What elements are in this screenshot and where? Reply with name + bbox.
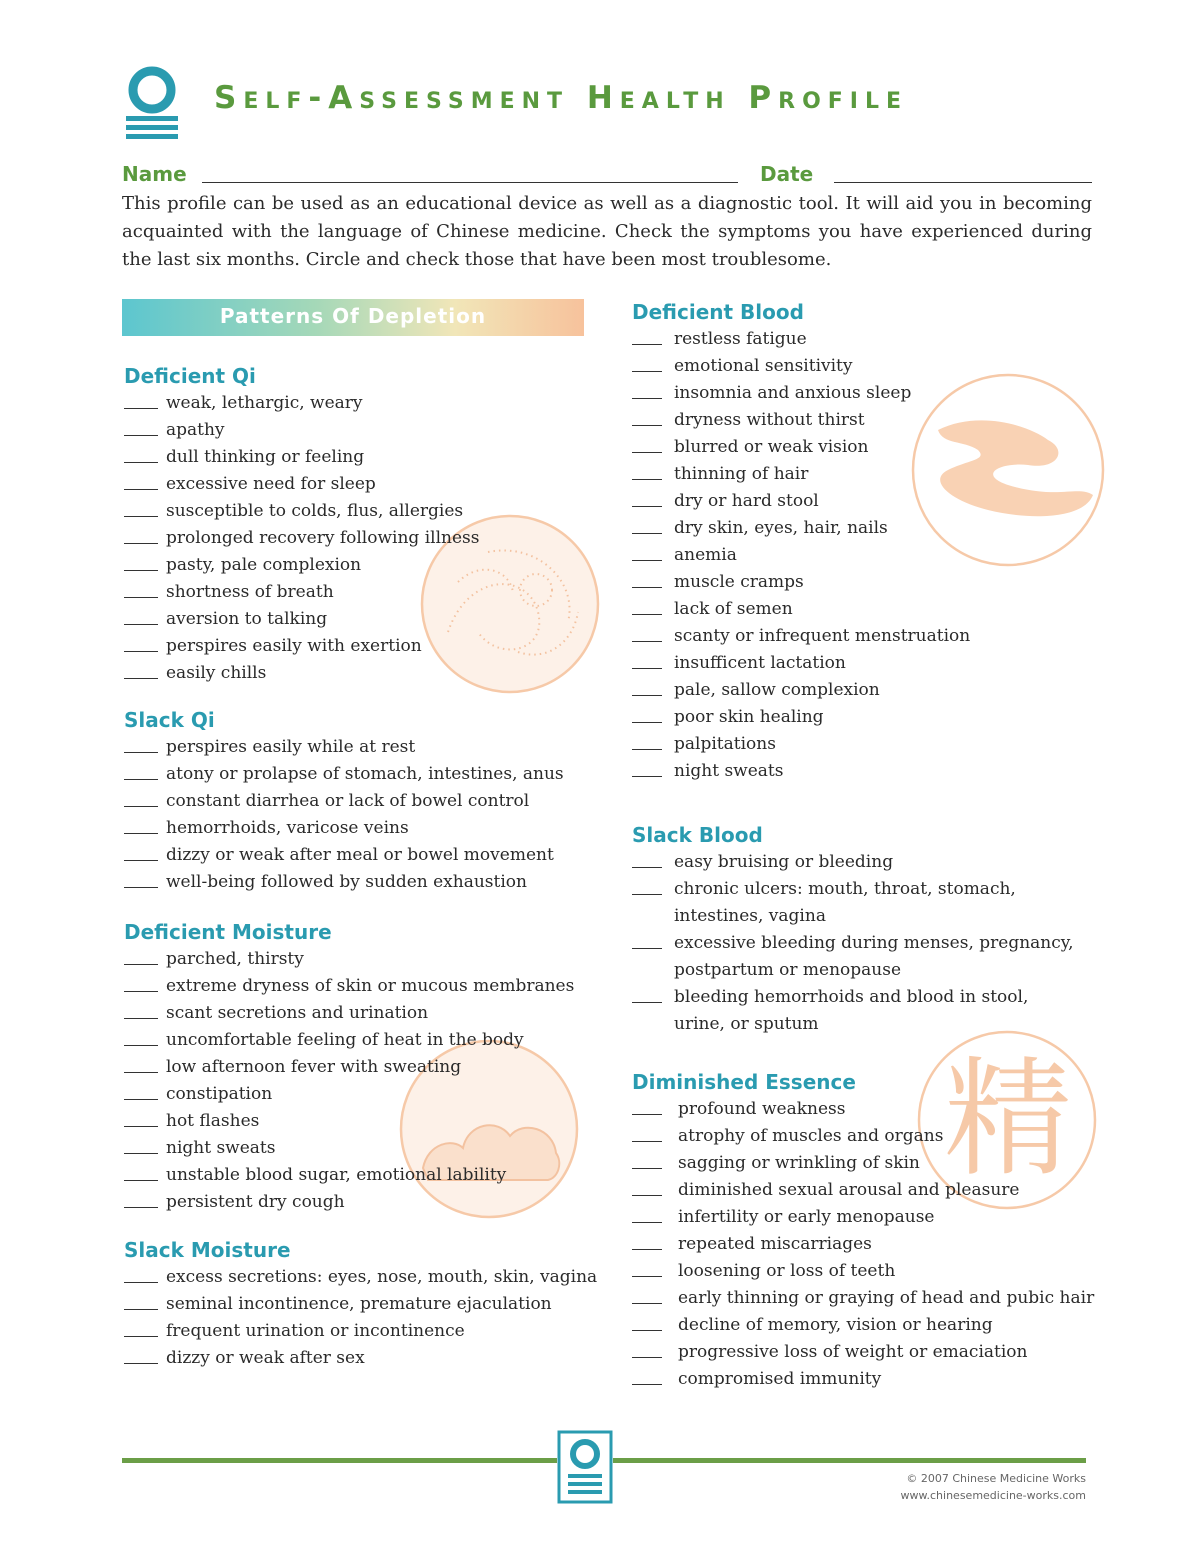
symptom-label: insufficent lactation — [674, 653, 846, 673]
symptom-item — [124, 1000, 594, 1027]
checkbox-blank[interactable] — [632, 1222, 662, 1223]
section-title: Deficient Moisture — [124, 920, 332, 944]
checkbox-blank[interactable] — [632, 506, 662, 507]
section-slack-qi — [124, 706, 594, 896]
checkbox-blank[interactable] — [632, 344, 662, 345]
symptom-item — [632, 1231, 1102, 1258]
symptom-label: perspires easily with exertion — [166, 636, 422, 656]
checkbox-blank[interactable] — [124, 806, 158, 807]
symptom-item — [124, 417, 594, 444]
symptom-label: persistent dry cough — [166, 1192, 345, 1212]
symptom-label: early thinning or graying of head and pubic hair — [678, 1288, 1095, 1308]
symptom-label: profound weakness — [678, 1099, 846, 1119]
symptom-item — [124, 606, 594, 633]
symptom-item — [124, 869, 594, 896]
symptom-label: muscle cramps — [674, 572, 804, 592]
section-title: Slack Moisture — [124, 1238, 291, 1262]
symptom-label: low afternoon fever with sweating — [166, 1057, 462, 1077]
symptom-item — [124, 633, 594, 660]
symptom-item — [632, 1285, 1102, 1312]
checkbox-blank[interactable] — [632, 641, 662, 642]
symptom-item — [632, 569, 1102, 596]
checkbox-blank[interactable] — [124, 1207, 158, 1208]
symptom-item — [632, 930, 1102, 984]
symptom-item — [124, 1108, 594, 1135]
symptom-label: anemia — [674, 545, 737, 565]
symptom-item — [632, 488, 1102, 515]
symptom-item — [124, 390, 594, 417]
checkbox-blank[interactable] — [124, 1309, 158, 1310]
symptom-item — [632, 1123, 1102, 1150]
symptom-item — [632, 731, 1102, 758]
symptom-label: unstable blood sugar, emotional lability — [166, 1165, 507, 1185]
symptom-label: constipation — [166, 1084, 273, 1104]
symptom-label: pasty, pale complexion — [166, 555, 362, 575]
checkbox-blank[interactable] — [632, 749, 662, 750]
symptom-label: dizzy or weak after sex — [166, 1348, 365, 1368]
symptom-item — [124, 444, 594, 471]
symptom-item — [124, 1291, 594, 1318]
checkbox-blank[interactable] — [124, 779, 158, 780]
symptom-label: excess secretions: eyes, nose, mouth, skin, vagina — [166, 1267, 598, 1287]
checkbox-blank[interactable] — [632, 452, 662, 453]
footer-logo-frame — [557, 1430, 613, 1504]
symptom-item — [632, 542, 1102, 569]
checkbox-blank[interactable] — [632, 695, 662, 696]
symptom-item — [632, 1312, 1102, 1339]
symptom-label: chronic ulcers: mouth, throat, stomach, intestines, vagina — [674, 879, 1016, 926]
symptom-label: thinning of hair — [674, 464, 809, 484]
symptom-item — [632, 758, 1102, 785]
checkbox-blank[interactable] — [632, 894, 662, 895]
symptom-item — [124, 1189, 594, 1216]
symptom-label: lack of semen — [674, 599, 793, 619]
symptom-item — [632, 677, 1102, 704]
checkbox-blank[interactable] — [632, 1357, 662, 1358]
checkbox-blank[interactable] — [124, 1180, 158, 1181]
symptom-item — [124, 579, 594, 606]
symptom-list — [632, 1096, 1102, 1393]
checkbox-blank[interactable] — [124, 624, 158, 625]
checkbox-blank[interactable] — [632, 425, 662, 426]
symptom-item — [632, 596, 1102, 623]
symptom-label: seminal incontinence, premature ejaculation — [166, 1294, 552, 1314]
symptom-label: sagging or wrinkling of skin — [678, 1153, 920, 1173]
intro-paragraph: This profile can be used as an educational device as well as a diagnostic tool. It will aid you in becoming acquainted with the language of Chinese medicine. Check the symptoms you have experienced during the last six months. Circle and check those that have been most troublesome. — [122, 193, 1092, 270]
symptom-item — [124, 1027, 594, 1054]
symptom-label: bleeding hemorrhoids and blood in stool, urine, or sputum — [674, 987, 1029, 1034]
symptom-label: excessive need for sleep — [166, 474, 376, 494]
checkbox-blank[interactable] — [124, 1072, 158, 1073]
checkbox-blank[interactable] — [124, 1336, 158, 1337]
symptom-label: weak, lethargic, weary — [166, 393, 363, 413]
symptom-label: prolonged recovery following illness — [166, 528, 480, 548]
brand-logo-icon — [120, 66, 184, 140]
symptom-item — [124, 842, 594, 869]
checkbox-blank[interactable] — [632, 867, 662, 868]
name-label: Name — [122, 162, 187, 186]
checkbox-blank[interactable] — [124, 570, 158, 571]
symptom-label: progressive loss of weight or emaciation — [678, 1342, 1028, 1362]
symptom-label: perspires easily while at rest — [166, 737, 416, 757]
checkbox-blank[interactable] — [124, 887, 158, 888]
checkbox-blank[interactable] — [124, 516, 158, 517]
checkbox-blank[interactable] — [124, 833, 158, 834]
symptom-label: parched, thirsty — [166, 949, 304, 969]
checkbox-blank[interactable] — [632, 371, 662, 372]
checkbox-blank[interactable] — [124, 678, 158, 679]
symptom-label: blurred or weak vision — [674, 437, 869, 457]
symptom-label: infertility or early menopause — [678, 1207, 935, 1227]
checkbox-blank[interactable] — [124, 860, 158, 861]
symptom-item — [124, 946, 594, 973]
symptom-label: aversion to talking — [166, 609, 328, 629]
checkbox-blank[interactable] — [632, 1384, 662, 1385]
symptom-label: emotional sensitivity — [674, 356, 853, 376]
checkbox-blank[interactable] — [632, 398, 662, 399]
checkbox-blank[interactable] — [632, 1303, 662, 1304]
checkbox-blank[interactable] — [632, 668, 662, 669]
checkbox-blank[interactable] — [632, 776, 662, 777]
symptom-list — [632, 849, 1102, 1038]
symptom-item — [632, 326, 1102, 353]
symptom-list — [124, 734, 594, 896]
symptom-item — [632, 380, 1102, 407]
checkbox-blank[interactable] — [632, 560, 662, 561]
symptom-label: dull thinking or feeling — [166, 447, 365, 467]
checkbox-blank[interactable] — [632, 1168, 662, 1169]
symptom-item — [632, 407, 1102, 434]
symptom-item — [632, 704, 1102, 731]
checkbox-blank[interactable] — [124, 1099, 158, 1100]
checkbox-blank[interactable] — [632, 1002, 662, 1003]
symptom-label: diminished sexual arousal and pleasure — [678, 1180, 1020, 1200]
symptom-item — [632, 650, 1102, 677]
symptom-label: apathy — [166, 420, 225, 440]
symptom-item — [124, 498, 594, 525]
symptom-label: constant diarrhea or lack of bowel control — [166, 791, 530, 811]
checkbox-blank[interactable] — [124, 462, 158, 463]
symptom-label: decline of memory, vision or hearing — [678, 1315, 993, 1335]
checkbox-blank[interactable] — [124, 597, 158, 598]
symptom-label: dry or hard stool — [674, 491, 819, 511]
symptom-item — [632, 1204, 1102, 1231]
symptom-item — [124, 1318, 594, 1345]
checkbox-blank[interactable] — [124, 651, 158, 652]
symptom-item — [632, 623, 1102, 650]
symptom-label: extreme dryness of skin or mucous membranes — [166, 976, 575, 996]
symptom-label: scant secretions and urination — [166, 1003, 429, 1023]
symptom-label: uncomfortable feeling of heat in the body — [166, 1030, 524, 1050]
checkbox-blank[interactable] — [124, 408, 158, 409]
checkbox-blank[interactable] — [124, 1363, 158, 1364]
symptom-item — [124, 471, 594, 498]
checkbox-blank[interactable] — [124, 1018, 158, 1019]
symptom-item — [124, 1081, 594, 1108]
symptom-item — [124, 525, 594, 552]
name-date-row — [122, 160, 1092, 190]
symptom-label: poor skin healing — [674, 707, 824, 727]
checkbox-blank[interactable] — [632, 1249, 662, 1250]
symptom-item — [124, 1054, 594, 1081]
symptom-label: hemorrhoids, varicose veins — [166, 818, 409, 838]
date-label: Date — [760, 162, 814, 186]
symptom-label: hot flashes — [166, 1111, 260, 1131]
symptom-item — [632, 1150, 1102, 1177]
date-field[interactable] — [834, 182, 1092, 183]
website-link[interactable]: www.chinesemedicine-works.com — [900, 1489, 1086, 1502]
symptom-label: compromised immunity — [678, 1369, 882, 1389]
section-title: Deficient Blood — [632, 300, 804, 324]
checkbox-blank[interactable] — [124, 1153, 158, 1154]
symptom-list — [124, 946, 594, 1216]
section-title: Slack Qi — [124, 708, 215, 732]
name-field[interactable] — [202, 182, 738, 183]
symptom-label: pale, sallow complexion — [674, 680, 880, 700]
symptom-label: repeated miscarriages — [678, 1234, 872, 1254]
symptom-item — [632, 461, 1102, 488]
symptom-label: excessive bleeding during menses, pregnancy, postpartum or menopause — [674, 933, 1074, 980]
symptom-list — [124, 1264, 598, 1372]
symptom-label: loosening or loss of teeth — [678, 1261, 896, 1281]
symptom-item — [124, 761, 594, 788]
checkbox-blank[interactable] — [632, 533, 662, 534]
symptom-list — [124, 390, 594, 687]
symptom-item — [632, 434, 1102, 461]
symptom-label: easily chills — [166, 663, 267, 683]
symptom-item — [632, 1366, 1102, 1393]
checkbox-blank[interactable] — [632, 722, 662, 723]
symptom-item — [124, 1345, 594, 1372]
section-deficient-blood — [632, 298, 1102, 785]
symptom-item — [124, 1162, 594, 1189]
symptom-label: shortness of breath — [166, 582, 334, 602]
section-title: Slack Blood — [632, 823, 763, 847]
symptom-item — [124, 552, 594, 579]
checkbox-blank[interactable] — [632, 479, 662, 480]
checkbox-blank[interactable] — [124, 1126, 158, 1127]
checkbox-blank[interactable] — [124, 489, 158, 490]
essence-character: 精 — [943, 1045, 1072, 1194]
checkbox-blank[interactable] — [632, 587, 662, 588]
checkbox-blank[interactable] — [632, 1276, 662, 1277]
symptom-item — [632, 1339, 1102, 1366]
symptom-item — [124, 1264, 598, 1291]
checkbox-blank[interactable] — [124, 435, 158, 436]
symptom-label: frequent urination or incontinence — [166, 1321, 465, 1341]
checkbox-blank[interactable] — [124, 1282, 158, 1283]
symptom-item — [632, 1258, 1102, 1285]
checkbox-blank[interactable] — [124, 964, 158, 965]
symptom-label: night sweats — [674, 761, 784, 781]
copyright-text: © 2007 Chinese Medicine Works — [906, 1472, 1086, 1485]
symptom-label: atrophy of muscles and organs — [678, 1126, 944, 1146]
symptom-item — [632, 1096, 1102, 1123]
section-title: Deficient Qi — [124, 364, 256, 388]
symptom-item — [632, 515, 1102, 542]
section-deficient-moisture — [124, 918, 594, 1216]
section-slack-blood — [632, 821, 1102, 1038]
checkbox-blank[interactable] — [632, 614, 662, 615]
patterns-banner — [122, 299, 584, 336]
checkbox-blank[interactable] — [632, 1114, 662, 1115]
page-title: Self-Assessment Health Profile — [214, 80, 909, 116]
checkbox-blank[interactable] — [124, 991, 158, 992]
symptom-item — [632, 984, 1102, 1038]
section-diminished-essence — [632, 1068, 1102, 1393]
symptom-label: scanty or infrequent menstruation — [674, 626, 971, 646]
symptom-item — [632, 353, 1102, 380]
symptom-label: easy bruising or bleeding — [674, 852, 894, 872]
section-slack-moisture — [124, 1236, 598, 1372]
symptom-label: well-being followed by sudden exhaustion — [166, 872, 527, 892]
checkbox-blank[interactable] — [124, 752, 158, 753]
symptom-label: restless fatigue — [674, 329, 807, 349]
symptom-item — [632, 1177, 1102, 1204]
banner-title: Patterns Of Depletion — [219, 304, 487, 328]
footer-logo-icon — [557, 1430, 613, 1504]
checkbox-blank[interactable] — [632, 1195, 662, 1196]
checkbox-blank[interactable] — [124, 1045, 158, 1046]
symptom-label: night sweats — [166, 1138, 276, 1158]
symptom-item — [124, 973, 594, 1000]
section-deficient-qi — [124, 362, 594, 687]
symptom-label: insomnia and anxious sleep — [674, 383, 912, 403]
symptom-label: dryness without thirst — [674, 410, 865, 430]
checkbox-blank[interactable] — [632, 1330, 662, 1331]
section-title: Diminished Essence — [632, 1070, 856, 1094]
symptom-item — [632, 849, 1102, 876]
symptom-label: dizzy or weak after meal or bowel movement — [166, 845, 554, 865]
symptom-label: palpitations — [674, 734, 776, 754]
symptom-label: susceptible to colds, flus, allergies — [166, 501, 464, 521]
symptom-list — [632, 326, 1102, 785]
symptom-label: atony or prolapse of stomach, intestines, anus — [166, 764, 564, 784]
symptom-item — [124, 1135, 594, 1162]
symptom-item — [124, 815, 594, 842]
checkbox-blank[interactable] — [632, 1141, 662, 1142]
symptom-label: dry skin, eyes, hair, nails — [674, 518, 888, 538]
checkbox-blank[interactable] — [124, 543, 158, 544]
checkbox-blank[interactable] — [632, 948, 662, 949]
symptom-item — [124, 660, 594, 687]
symptom-item — [632, 876, 1102, 930]
symptom-item — [124, 788, 594, 815]
symptom-item — [124, 734, 594, 761]
footer-credits — [901, 1470, 1086, 1504]
